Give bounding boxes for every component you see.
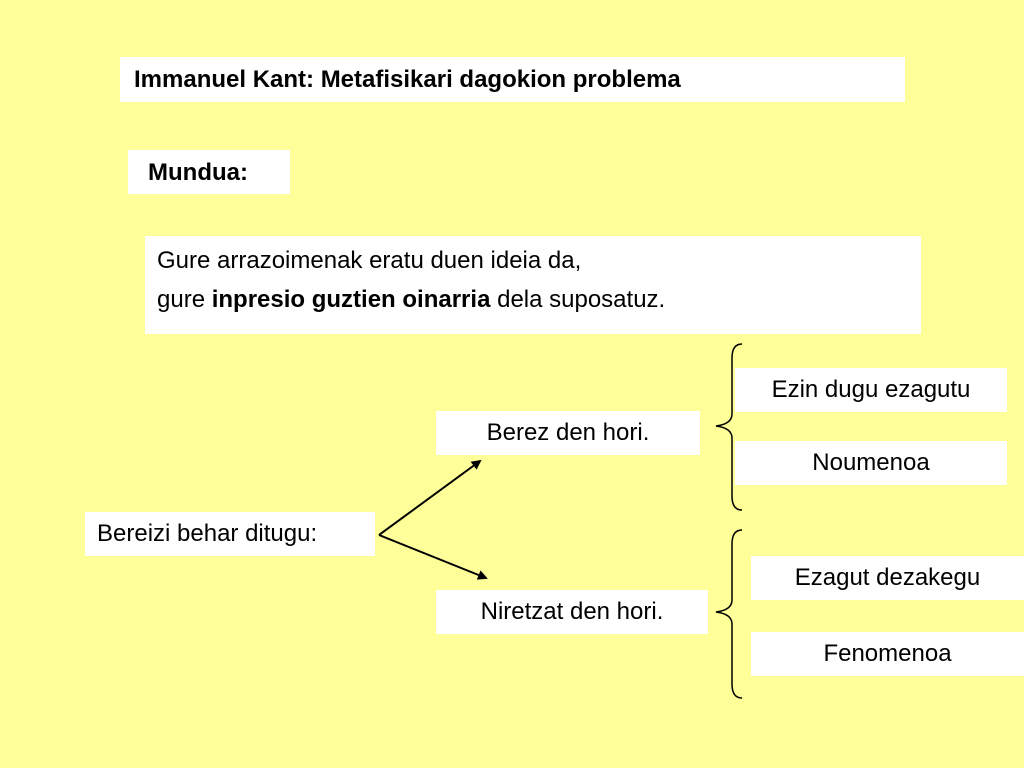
description-suffix: dela suposatuz. — [490, 285, 666, 313]
detail-noumenoa: Noumenoa — [735, 441, 1007, 485]
detail-ezin-dugu-ezagutu: Ezin dugu ezagutu — [735, 368, 1007, 412]
arrow-to-niretzat — [379, 535, 486, 578]
detail-fenomenoa: Fenomenoa — [751, 632, 1024, 676]
root-node: Bereizi behar ditugu: — [85, 512, 375, 556]
description-bold: inpresio guztien oinarria — [211, 285, 491, 313]
slide-title: Immanuel Kant: Metafisikari dagokion problema — [120, 57, 905, 102]
mundua-label: Mundua: — [128, 150, 290, 194]
detail-ezagut-dezakegu: Ezagut dezakegu — [751, 556, 1024, 600]
branch-berez: Berez den hori. — [436, 411, 700, 455]
arrow-to-berez — [379, 461, 480, 535]
description-prefix: gure — [157, 285, 212, 313]
description-line-1: Gure arrazoimenak eratu duen ideia da, — [157, 247, 582, 274]
brace-bottom — [716, 530, 742, 698]
branch-niretzat: Niretzat den hori. — [436, 590, 708, 634]
